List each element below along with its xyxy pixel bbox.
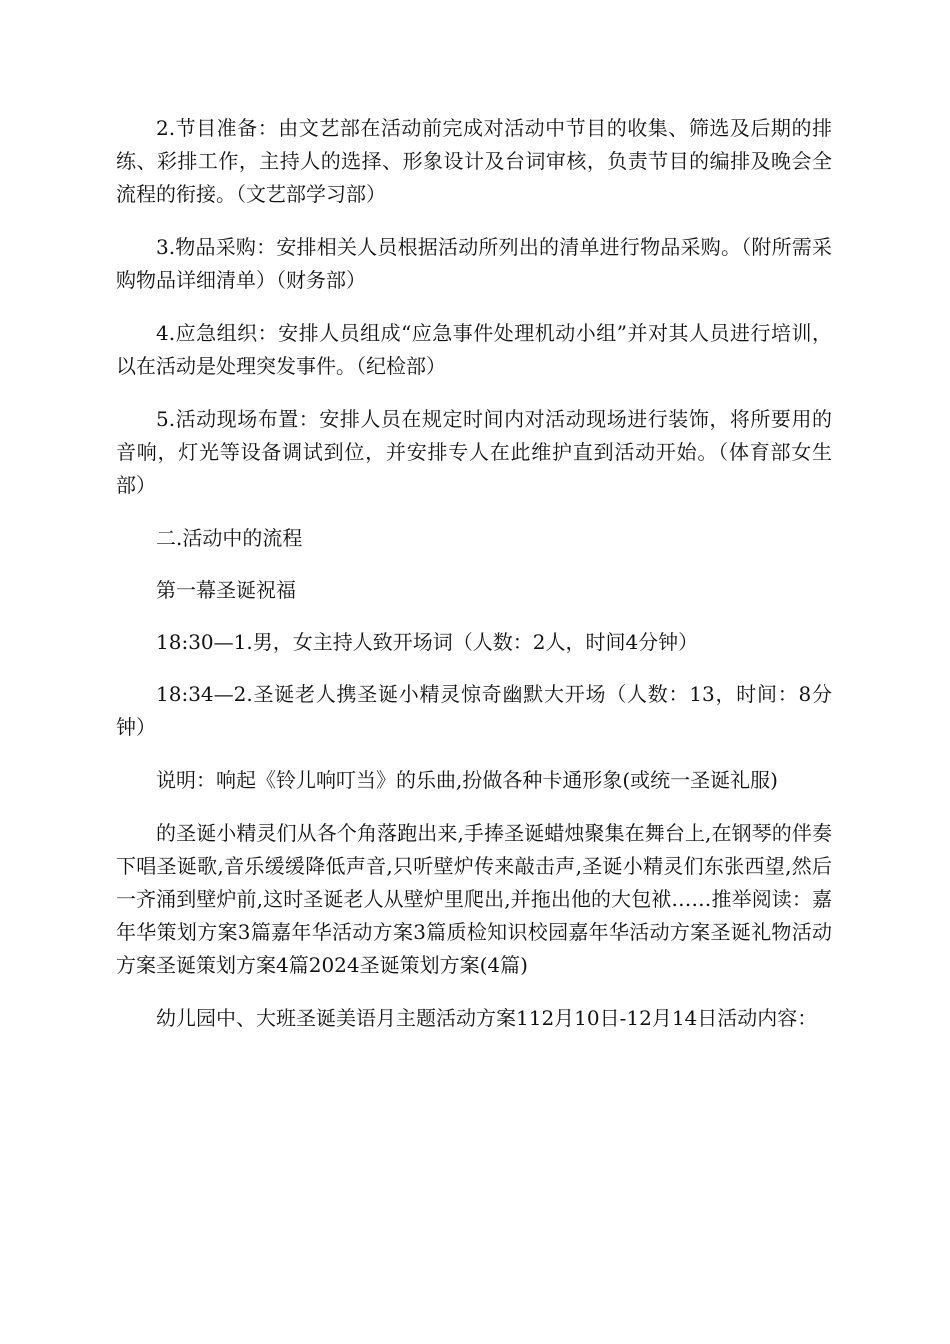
schedule-item-2: 18:34—2.圣诞老人携圣诞小精灵惊奇幽默大开场（人数：13，时间：8分钟）: [116, 682, 832, 739]
paragraph-scene: 的圣诞小精灵们从各个角落跑出来,手捧圣诞蜡烛聚集在舞台上,在钢琴的伴奏下唱圣诞歌,音乐缓缓降低声音,只听壁炉传来敲击声,圣诞小精灵们东张西望,然后一齐涌到壁炉前,这时圣诞老人从壁炉里爬出,并拖出他的大包袱……推举阅读：嘉年华策划方案3篇嘉年华活动方案3篇质检知识校园嘉年华活动方案圣诞礼物活动方案圣诞策划方案4篇2024圣诞策划方案(4篇): [116, 821, 832, 977]
section-heading-flow: 二.活动中的流程: [156, 526, 303, 550]
schedule-item-1: 18:30—1.男，女主持人致开场词（人数：2人，时间4分钟）: [156, 630, 699, 654]
act-title: 第一幕圣诞祝福: [156, 578, 296, 602]
paragraph-emergency: 4.应急组织：安排人员组成“应急事件处理机动小组”并对其人员进行培训，以在活动是处理突发事件。（纪检部）: [116, 321, 832, 378]
paragraph-kindergarten-plan: 幼儿园中、大班圣诞美语月主题活动方案112月10日-12月14日活动内容：: [156, 1006, 818, 1030]
paragraph-purchasing: 3.物品采购：安排相关人员根据活动所列出的清单进行物品采购。（附所需采购物品详细清单）（财务部）: [116, 235, 832, 292]
paragraph-program-preparation: 2.节目准备：由文艺部在活动前完成对活动中节目的收集、筛选及后期的排练、彩排工作，主持人的选择、形象设计及台词审核，负责节目的编排及晚会全流程的衔接。（文艺部学习部）: [116, 116, 832, 206]
paragraph-description: 说明：响起《铃儿响叮当》的乐曲,扮做各种卡通形象(或统一圣诞礼服): [156, 768, 778, 792]
paragraph-venue-setup: 5.活动现场布置：安排人员在规定时间内对活动现场进行装饰，将所要用的音响，灯光等设备调试到位，并安排专人在此维护直到活动开始。（体育部女生部）: [116, 407, 832, 497]
